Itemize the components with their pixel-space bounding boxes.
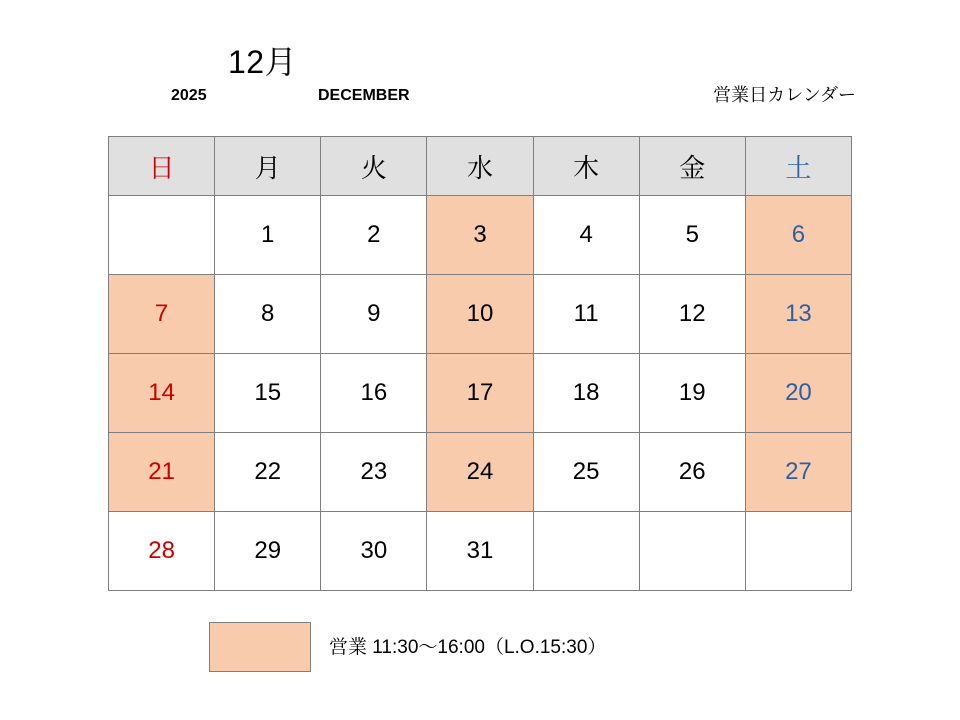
weekday-header-fri: 金 bbox=[639, 137, 745, 196]
legend-label: 営業 11:30〜16:00（L.O.15:30） bbox=[329, 636, 607, 658]
table-row bbox=[109, 275, 852, 354]
weekday-header-sat: 土 bbox=[745, 137, 851, 196]
day-cell bbox=[109, 196, 215, 275]
weekday-header-thu: 木 bbox=[533, 137, 639, 196]
day-cell: 29 bbox=[215, 512, 321, 591]
day-cell: 21 bbox=[109, 433, 215, 512]
day-cell: 14 bbox=[109, 354, 215, 433]
calendar-table-wrap bbox=[108, 136, 852, 591]
day-cell: 13 bbox=[745, 275, 851, 354]
day-cell: 3 bbox=[427, 196, 533, 275]
day-cell: 16 bbox=[321, 354, 427, 433]
day-cell: 20 bbox=[745, 354, 851, 433]
day-cell: 2 bbox=[321, 196, 427, 275]
day-cell: 22 bbox=[215, 433, 321, 512]
day-cell: 9 bbox=[321, 275, 427, 354]
day-cell: 10 bbox=[427, 275, 533, 354]
weekday-header-wed: 水 bbox=[427, 137, 533, 196]
weekday-header-tue: 火 bbox=[321, 137, 427, 196]
day-cell: 24 bbox=[427, 433, 533, 512]
table-row bbox=[109, 512, 852, 591]
legend bbox=[209, 622, 606, 672]
day-cell: 26 bbox=[639, 433, 745, 512]
day-cell: 7 bbox=[109, 275, 215, 354]
year-label: 2025 bbox=[171, 87, 207, 104]
day-cell: 25 bbox=[533, 433, 639, 512]
day-cell: 4 bbox=[533, 196, 639, 275]
weekday-header-mon: 月 bbox=[215, 137, 321, 196]
weekday-header-row bbox=[109, 137, 852, 196]
day-cell: 23 bbox=[321, 433, 427, 512]
table-row bbox=[109, 433, 852, 512]
page-header bbox=[0, 0, 960, 120]
day-cell bbox=[745, 512, 851, 591]
day-cell: 8 bbox=[215, 275, 321, 354]
day-cell: 5 bbox=[639, 196, 745, 275]
table-row bbox=[109, 354, 852, 433]
calendar-table bbox=[108, 136, 852, 591]
day-cell: 12 bbox=[639, 275, 745, 354]
calendar-caption: 営業日カレンダー bbox=[713, 85, 856, 105]
day-cell: 27 bbox=[745, 433, 851, 512]
page-title: 12月 bbox=[228, 44, 298, 80]
day-cell: 19 bbox=[639, 354, 745, 433]
day-cell: 11 bbox=[533, 275, 639, 354]
day-cell: 15 bbox=[215, 354, 321, 433]
table-row bbox=[109, 196, 852, 275]
day-cell: 18 bbox=[533, 354, 639, 433]
day-cell: 31 bbox=[427, 512, 533, 591]
month-english-label: DECEMBER bbox=[318, 87, 410, 104]
day-cell: 17 bbox=[427, 354, 533, 433]
day-cell: 30 bbox=[321, 512, 427, 591]
legend-swatch-open-day bbox=[209, 622, 311, 672]
day-cell: 1 bbox=[215, 196, 321, 275]
weekday-header-sun: 日 bbox=[109, 137, 215, 196]
day-cell bbox=[639, 512, 745, 591]
day-cell bbox=[533, 512, 639, 591]
day-cell: 6 bbox=[745, 196, 851, 275]
day-cell: 28 bbox=[109, 512, 215, 591]
